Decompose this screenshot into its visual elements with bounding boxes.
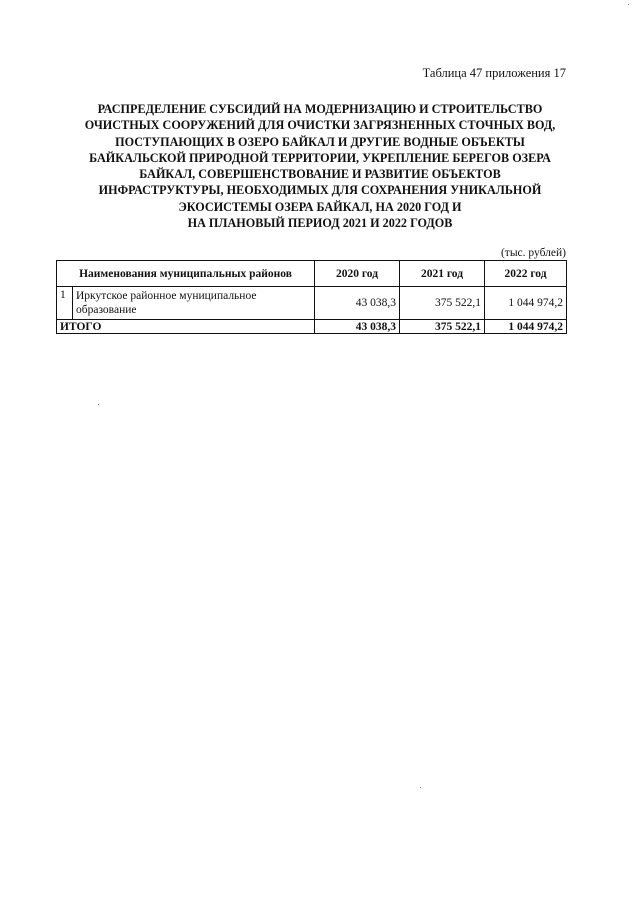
value-2020-cell: 43 038,3 — [315, 287, 400, 320]
total-row — [57, 320, 567, 334]
title-line: НА ПЛАНОВЫЙ ПЕРИОД 2021 И 2022 ГОДОВ — [187, 216, 453, 231]
scan-speck — [628, 4, 629, 5]
total-2022-cell: 1 044 974,2 — [485, 320, 567, 334]
document-title — [56, 101, 584, 231]
value-2021-cell: 375 522,1 — [400, 287, 485, 320]
table-header-row — [57, 261, 567, 287]
table-row — [57, 287, 567, 320]
title-line: ЭКОСИСТЕМЫ ОЗЕРА БАЙКАЛ, НА 2020 ГОД И — [178, 199, 462, 214]
title-line: ОЧИСТНЫХ СООРУЖЕНИЙ ДЛЯ ОЧИСТКИ ЗАГРЯЗНЕННЫХ СТОЧНЫХ ВОД, — [84, 118, 556, 133]
title-line: БАЙКАЛ, СОВЕРШЕНСТВОВАНИЕ И РАЗВИТИЕ ОБЪЕКТОВ — [139, 167, 501, 182]
subsidy-table — [56, 260, 567, 334]
units-note: (тыс. рублей) — [500, 247, 566, 259]
header-2020: 2020 год — [315, 261, 400, 287]
scan-speck — [98, 404, 99, 405]
header-district-name: Наименования муниципальных районов — [57, 261, 315, 287]
title-line: БАЙКАЛЬСКОЙ ПРИРОДНОЙ ТЕРРИТОРИИ, УКРЕПЛЕНИЕ БЕРЕГОВ ОЗЕРА — [89, 150, 551, 165]
header-2021: 2021 год — [400, 261, 485, 287]
value-2022-cell: 1 044 974,2 — [485, 287, 567, 320]
appendix-reference: Таблица 47 приложения 17 — [422, 66, 566, 80]
row-index: 1 — [57, 287, 73, 320]
district-name-cell: Иркутское районное муниципальное образование — [73, 287, 315, 320]
header-2022: 2022 год — [485, 261, 567, 287]
scan-speck — [420, 787, 421, 788]
title-line: ИНФРАСТРУКТУРЫ, НЕОБХОДИМЫХ ДЛЯ СОХРАНЕНИЯ УНИКАЛЬНОЙ — [98, 183, 542, 198]
title-line: РАСПРЕДЕЛЕНИЕ СУБСИДИЙ НА МОДЕРНИЗАЦИЮ И СТРОИТЕЛЬСТВО — [97, 102, 543, 116]
title-line: ПОСТУПАЮЩИХ В ОЗЕРО БАЙКАЛ И ДРУГИЕ ВОДНЫЕ ОБЪЕКТЫ — [115, 134, 525, 149]
total-2020-cell: 43 038,3 — [315, 320, 400, 334]
total-2021-cell: 375 522,1 — [400, 320, 485, 334]
total-label: ИТОГО — [57, 320, 315, 334]
